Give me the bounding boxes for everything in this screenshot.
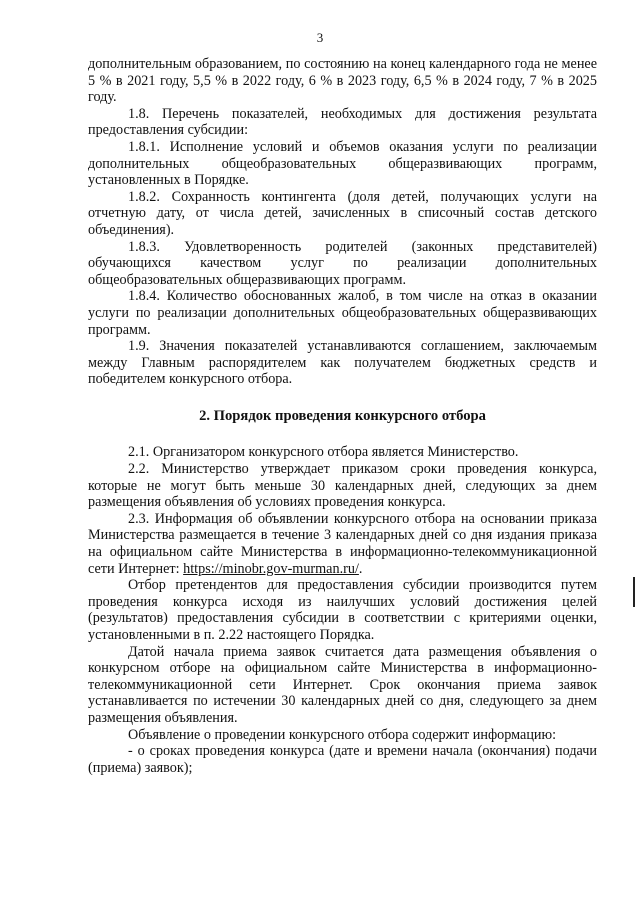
- paragraph-1-8-1: 1.8.1. Исполнение условий и объемов оказания услуги по реализации дополнительных общеобразовательных общеразвивающих программ, установленных в Порядке.: [88, 138, 597, 189]
- paragraph-application-dates: Датой начала приема заявок считается дата размещения объявления о конкурсном отборе на официальном сайте Министерства в информационно-телекоммуникационной сети Интернет. Срок окончания приема заявок устанавливается по истечении 30 календарных дней со дня, следующего за днем размещения объявления.: [88, 643, 597, 726]
- paragraph-1-8: 1.8. Перечень показателей, необходимых для достижения результата предоставления субсидии:: [88, 105, 597, 139]
- paragraph-2-3-text: 2.3. Информация об объявлении конкурсного отбора на основании приказа Министерства размещается в течение 3 календарных дней со дня издания приказа на официальном сайте Министерства в информационно-телекоммуникационной сети Интернет:: [88, 510, 597, 577]
- paragraph-2-3-end: .: [358, 560, 363, 577]
- paragraph-2-1: 2.1. Организатором конкурсного отбора является Министерство.: [128, 444, 519, 461]
- document-body: [88, 56, 597, 776]
- paragraph-continuation: дополнительным образованием, по состоянию на конец календарного года не менее 5 % в 2021 году, 5,5 % в 2022 году, 6 % в 2023 году, 6,5 % в 2024 году, 7 % в 2025 году.: [88, 56, 597, 106]
- paragraph-2-2: 2.2. Министерство утверждает приказом сроки проведения конкурса, которые не могут быть меньше 30 календарных дней, следующих за днем размещения объявления об условиях проведения конкурса.: [88, 461, 597, 511]
- paragraph-1-8-2: 1.8.2. Сохранность контингента (доля детей, получающих услуги на отчетную дату, от числа детей, зачисленных в списочный состав детского объединения).: [88, 188, 597, 238]
- paragraph-2-3: [88, 511, 597, 577]
- section-title: 2. Порядок проведения конкурсного отбора: [199, 407, 486, 424]
- paragraph-announcement: Объявление о проведении конкурсного отбора содержит информацию:: [128, 726, 557, 743]
- paragraph-deadlines-item: - о сроках проведения конкурса (дате и времени начала (окончания) подачи (приема) заявок);: [88, 743, 597, 776]
- ministry-website-link[interactable]: https://minobr.gov-murman.ru/: [183, 560, 359, 577]
- margin-mark: [633, 577, 635, 607]
- paragraph-1-9: 1.9. Значения показателей устанавливаются соглашением, заключаемым между Главным распорядителем как получателем бюджетных средств и победителем конкурсного отбора.: [88, 338, 597, 388]
- page-number: 3: [316, 30, 324, 45]
- paragraph-selection: Отбор претендентов для предоставления субсидии производится путем проведения конкурса исходя из наилучших условий достижения целей (результатов) предоставления субсидии в соответствии с критериями оценки, установленными в п. 2.22 настоящего Порядка.: [88, 577, 597, 643]
- paragraph-1-8-3: 1.8.3. Удовлетворенность родителей (законных представителей) обучающихся качеством услуг по реализации дополнительных общеобразовательных общеразвивающих программ.: [88, 238, 597, 288]
- paragraph-1-8-4: 1.8.4. Количество обоснованных жалоб, в том числе на отказ в оказании услуги по реализации дополнительных общеобразовательных общеразвивающих программ.: [88, 288, 597, 338]
